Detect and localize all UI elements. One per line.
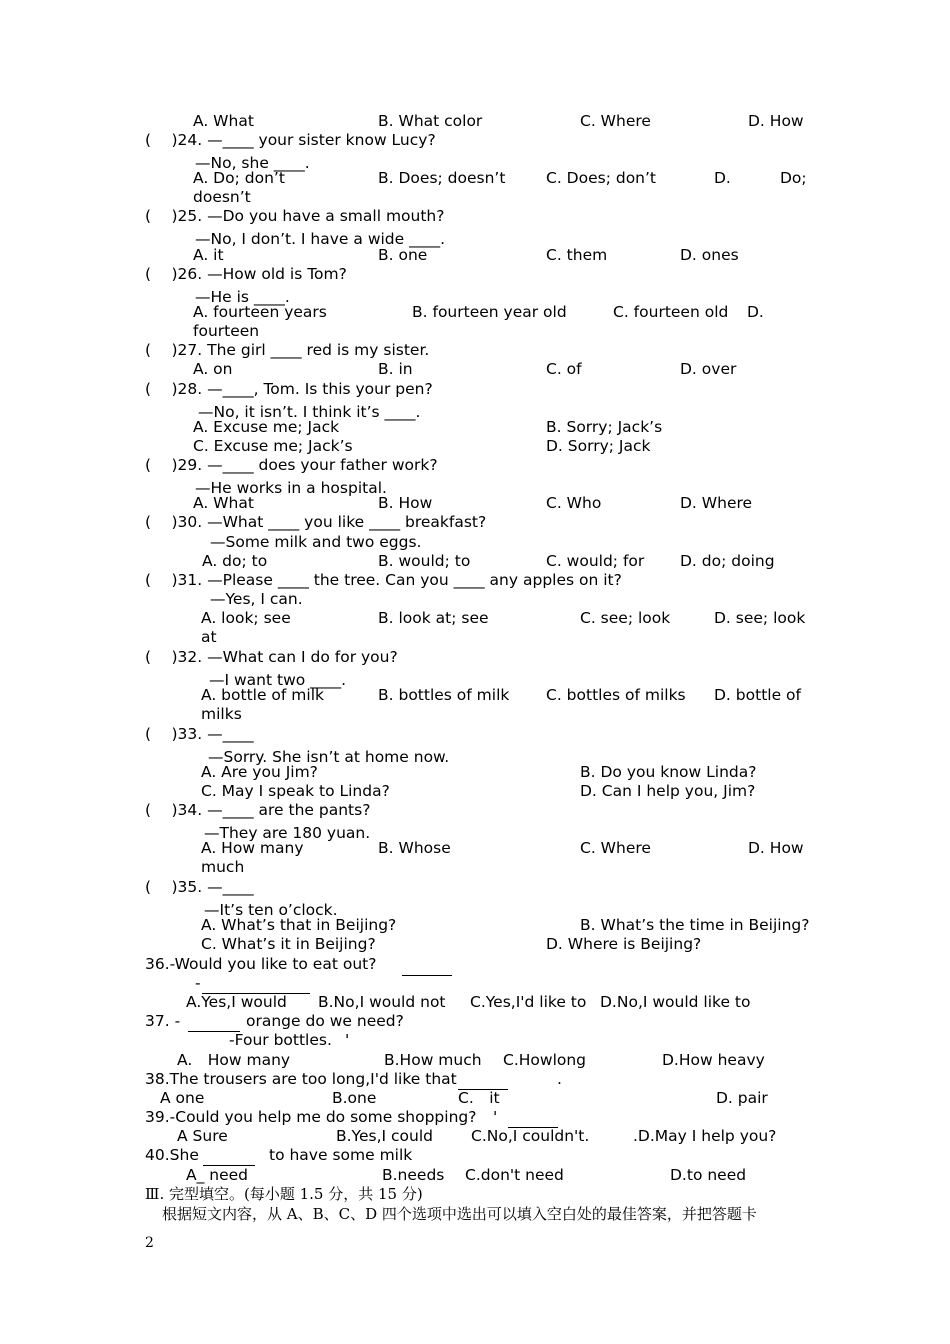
option-a: A. bottle of milk xyxy=(201,686,324,704)
question-40-start: 40.She xyxy=(145,1146,199,1164)
option-d-continued: doesn’t xyxy=(193,188,251,206)
option-a: A. do; to xyxy=(202,552,268,570)
question-40-end: to have some milk xyxy=(269,1146,413,1164)
option-d-continued: milks xyxy=(201,705,242,723)
stray-mark: ' xyxy=(345,1031,350,1049)
option-a: A.Yes,I would xyxy=(186,993,287,1011)
option-d: D. Where xyxy=(680,494,753,512)
response-34: —They are 180 yuan. xyxy=(204,824,371,842)
option-b: B.one xyxy=(332,1089,377,1107)
option-b: B. Sorry; Jack’s xyxy=(546,418,663,436)
option-d: D. How xyxy=(748,112,804,130)
option-c: C. bottles of milks xyxy=(546,686,686,704)
response-24: —No, she ____. xyxy=(195,154,310,172)
question-32: ( )32. —What can I do for you? xyxy=(145,648,398,666)
option-d: D. pair xyxy=(716,1089,768,1107)
option-b: B. look at; see xyxy=(378,609,489,627)
question-37-start: 37. - xyxy=(145,1012,181,1030)
option-d: D. bottle of xyxy=(714,686,801,704)
stray-mark: ' xyxy=(493,1108,498,1126)
option-d: D. Can I help you, Jim? xyxy=(580,782,756,800)
option-b: B. fourteen year old xyxy=(412,303,567,321)
option-a: A_ need xyxy=(186,1166,249,1184)
option-d: D. do; doing xyxy=(680,552,775,570)
option-c: C. May I speak to Linda? xyxy=(201,782,390,800)
option-d-continued: at xyxy=(201,628,217,646)
option-d: D. Sorry; Jack xyxy=(546,437,651,455)
option-c: C. would; for xyxy=(546,552,645,570)
option-b: B.How much xyxy=(384,1051,482,1069)
option-b: B. in xyxy=(378,360,413,378)
option-b: B. How xyxy=(378,494,433,512)
option-d: D.How heavy xyxy=(662,1051,765,1069)
option-d-text: Do; xyxy=(780,169,807,187)
response-30: —Some milk and two eggs. xyxy=(210,533,422,551)
question-37-end: orange do we need? xyxy=(246,1012,404,1030)
option-c: C. fourteen old xyxy=(613,303,729,321)
question-34: ( )34. —____ are the pants? xyxy=(145,801,371,819)
option-c: C.No,I couldn't. xyxy=(471,1127,590,1145)
option-b: B. Whose xyxy=(378,839,451,857)
question-30: ( )30. —What ____ you like ____ breakfast? xyxy=(145,513,487,531)
option-a: A. What xyxy=(193,112,254,130)
option-a: A Sure xyxy=(177,1127,228,1145)
option-a: A. Do; don’t xyxy=(193,169,285,187)
option-d: D. Where is Beijing? xyxy=(546,935,702,953)
question-39: 39.-Could you help me do some shopping? xyxy=(145,1108,477,1126)
page-number: 2 xyxy=(145,1235,154,1251)
response-32: —I want two ____. xyxy=(209,671,347,689)
option-b: B. would; to xyxy=(378,552,471,570)
option-b: B. bottles of milk xyxy=(378,686,510,704)
option-c: C. it xyxy=(458,1089,500,1107)
response-31: —Yes, I can. xyxy=(210,590,303,608)
option-d: D. see; look xyxy=(714,609,806,627)
option-b: B. What color xyxy=(378,112,483,130)
option-b: B.Yes,I could xyxy=(336,1127,433,1145)
option-b: B.needs xyxy=(382,1166,445,1184)
option-c: C. Excuse me; Jack’s xyxy=(193,437,353,455)
option-a: A. How many xyxy=(177,1051,291,1069)
option-a: A. it xyxy=(193,246,224,264)
option-b: B. Do you know Linda? xyxy=(580,763,757,781)
option-c: C. Where xyxy=(580,839,651,857)
option-d-continued: much xyxy=(201,858,245,876)
option-d: D. over xyxy=(680,360,737,378)
response-26: —He is ____. xyxy=(195,288,290,306)
option-d-letter: D. xyxy=(747,303,764,321)
option-b: B. What’s the time in Beijing? xyxy=(580,916,810,934)
period: . xyxy=(557,1070,562,1088)
option-c: C. of xyxy=(546,360,582,378)
response-25: —No, I don’t. I have a wide ____. xyxy=(195,230,446,248)
section-3-instructions: 根据短文内容，从 A、B、C、D 四个选项中选出可以填入空白处的最佳答案，并把答题卡 xyxy=(162,1205,757,1223)
response-28: —No, it isn’t. I think it’s ____. xyxy=(198,403,421,421)
question-38: 38.The trousers are too long,I'd like that xyxy=(145,1070,457,1088)
option-a: A. What xyxy=(193,494,254,512)
question-35: ( )35. —____ xyxy=(145,878,254,896)
response-29: —He works in a hospital. xyxy=(195,479,387,497)
option-c: C. them xyxy=(546,246,608,264)
question-25: ( )25. —Do you have a small mouth? xyxy=(145,207,445,225)
question-24: ( )24. —____ your sister know Lucy? xyxy=(145,131,436,149)
question-36: 36.-Would you like to eat out? xyxy=(145,955,377,973)
option-c: C.don't need xyxy=(465,1166,564,1184)
option-a: A. Excuse me; Jack xyxy=(193,418,340,436)
option-a: A. What’s that in Beijing? xyxy=(201,916,397,934)
option-c: C. Does; don’t xyxy=(546,169,657,187)
option-c: C.Howlong xyxy=(503,1051,587,1069)
option-a: A. fourteen years xyxy=(193,303,327,321)
option-d: .D.May I help you? xyxy=(633,1127,777,1145)
option-c: C. Who xyxy=(546,494,602,512)
option-c: C. Where xyxy=(580,112,651,130)
option-d: D.No,I would like to xyxy=(600,993,751,1011)
option-d: D.to need xyxy=(670,1166,747,1184)
option-c: C. see; look xyxy=(580,609,671,627)
option-d-letter: D. xyxy=(714,169,731,187)
option-a: A. on xyxy=(193,360,233,378)
question-28: ( )28. —____, Tom. Is this your pen? xyxy=(145,380,433,398)
option-d: D. How xyxy=(748,839,804,857)
option-a: A. How many xyxy=(201,839,304,857)
response-37: -Four bottles. xyxy=(229,1031,332,1049)
option-a: A one xyxy=(160,1089,205,1107)
answer-blank xyxy=(402,975,452,976)
option-a: A. Are you Jim? xyxy=(201,763,318,781)
question-29: ( )29. —____ does your father work? xyxy=(145,456,438,474)
option-b: B. one xyxy=(378,246,428,264)
option-d-continued: fourteen xyxy=(193,322,260,340)
question-31: ( )31. —Please ____ the tree. Can you ____ any apples on it? xyxy=(145,571,622,589)
response-35: —It’s ten o’clock. xyxy=(204,901,338,919)
option-d: D. ones xyxy=(680,246,739,264)
option-c: C.Yes,I'd like to xyxy=(470,993,587,1011)
question-27: ( )27. The girl ____ red is my sister. xyxy=(145,341,430,359)
option-b: B.No,I would not xyxy=(318,993,446,1011)
response-dash: - xyxy=(195,974,201,992)
option-a: A. look; see xyxy=(201,609,291,627)
question-33: ( )33. —____ xyxy=(145,725,254,743)
option-b: B. Does; doesn’t xyxy=(378,169,506,187)
section-3-title: Ⅲ. 完型填空。(每小题 1.5 分，共 15 分) xyxy=(145,1185,423,1203)
option-c: C. What’s it in Beijing? xyxy=(201,935,376,953)
question-26: ( )26. —How old is Tom? xyxy=(145,265,347,283)
response-33: —Sorry. She isn’t at home now. xyxy=(208,748,450,766)
